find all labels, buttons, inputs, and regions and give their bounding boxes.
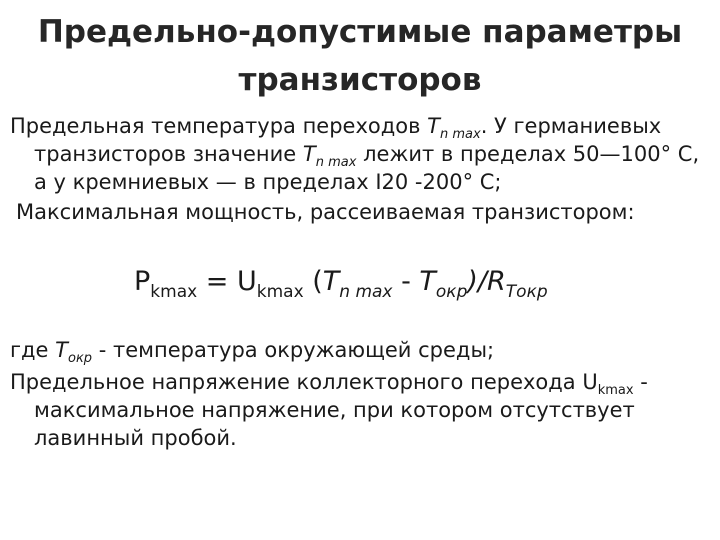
formula-close-slash: )/ — [467, 266, 488, 297]
para1-after-text: . У германиевых — [480, 114, 662, 138]
formula-t1-subscript: n max — [339, 282, 393, 302]
title-line-1: Предельно-допустимые параметры — [37, 14, 683, 50]
formula-t2: T — [419, 266, 436, 297]
para1-line2-t-subscript: n max — [315, 155, 357, 170]
power-formula — [134, 262, 548, 312]
formula-t2-subscript: окр — [435, 282, 468, 302]
para1-line2-after: лежит в пределах 50—100° С, — [356, 142, 700, 166]
formula-r: R — [487, 266, 506, 297]
para3-t-subscript: окр — [67, 351, 93, 366]
para4-u-subscript: kmax — [597, 383, 634, 398]
para3-t-symbol: T — [55, 338, 68, 362]
formula-p: P — [134, 266, 151, 297]
formula-t1: T — [322, 266, 340, 297]
para4-tail: - — [633, 370, 648, 394]
para1-line3: а у кремниевых — в пределах I20 -200° С; — [34, 170, 502, 194]
formula-u-subscript: kmax — [256, 282, 304, 302]
para1-lead-text: Предельная температура переходов — [10, 114, 428, 138]
para3-lead: где — [10, 338, 56, 362]
para1-line2-t-symbol: T — [302, 142, 316, 166]
formula-r-subscript: Tокр — [505, 282, 548, 302]
title-line-2: транзисторов — [238, 62, 482, 98]
para1-line2-lead: транзисторов значение — [34, 142, 303, 166]
para4-lead: Предельное напряжение коллекторного перехода U — [10, 370, 598, 394]
para4-line3: лавинный пробой. — [34, 426, 237, 450]
formula-minus: - — [392, 266, 420, 297]
para1-t-subscript: n max — [440, 127, 481, 142]
page-title — [0, 8, 720, 104]
para1-t-symbol: T — [427, 114, 440, 138]
para4-line2: максимальное напряжение, при котором отсутствует — [34, 398, 635, 422]
formula-open-paren: ( — [303, 266, 323, 297]
para2: Максимальная мощность, рассеиваемая транзистором: — [16, 200, 635, 224]
formula-eq-u: = U — [197, 266, 257, 297]
formula-p-subscript: kmax — [150, 282, 198, 302]
para3-rest: - температура окружающей среды; — [92, 338, 495, 362]
